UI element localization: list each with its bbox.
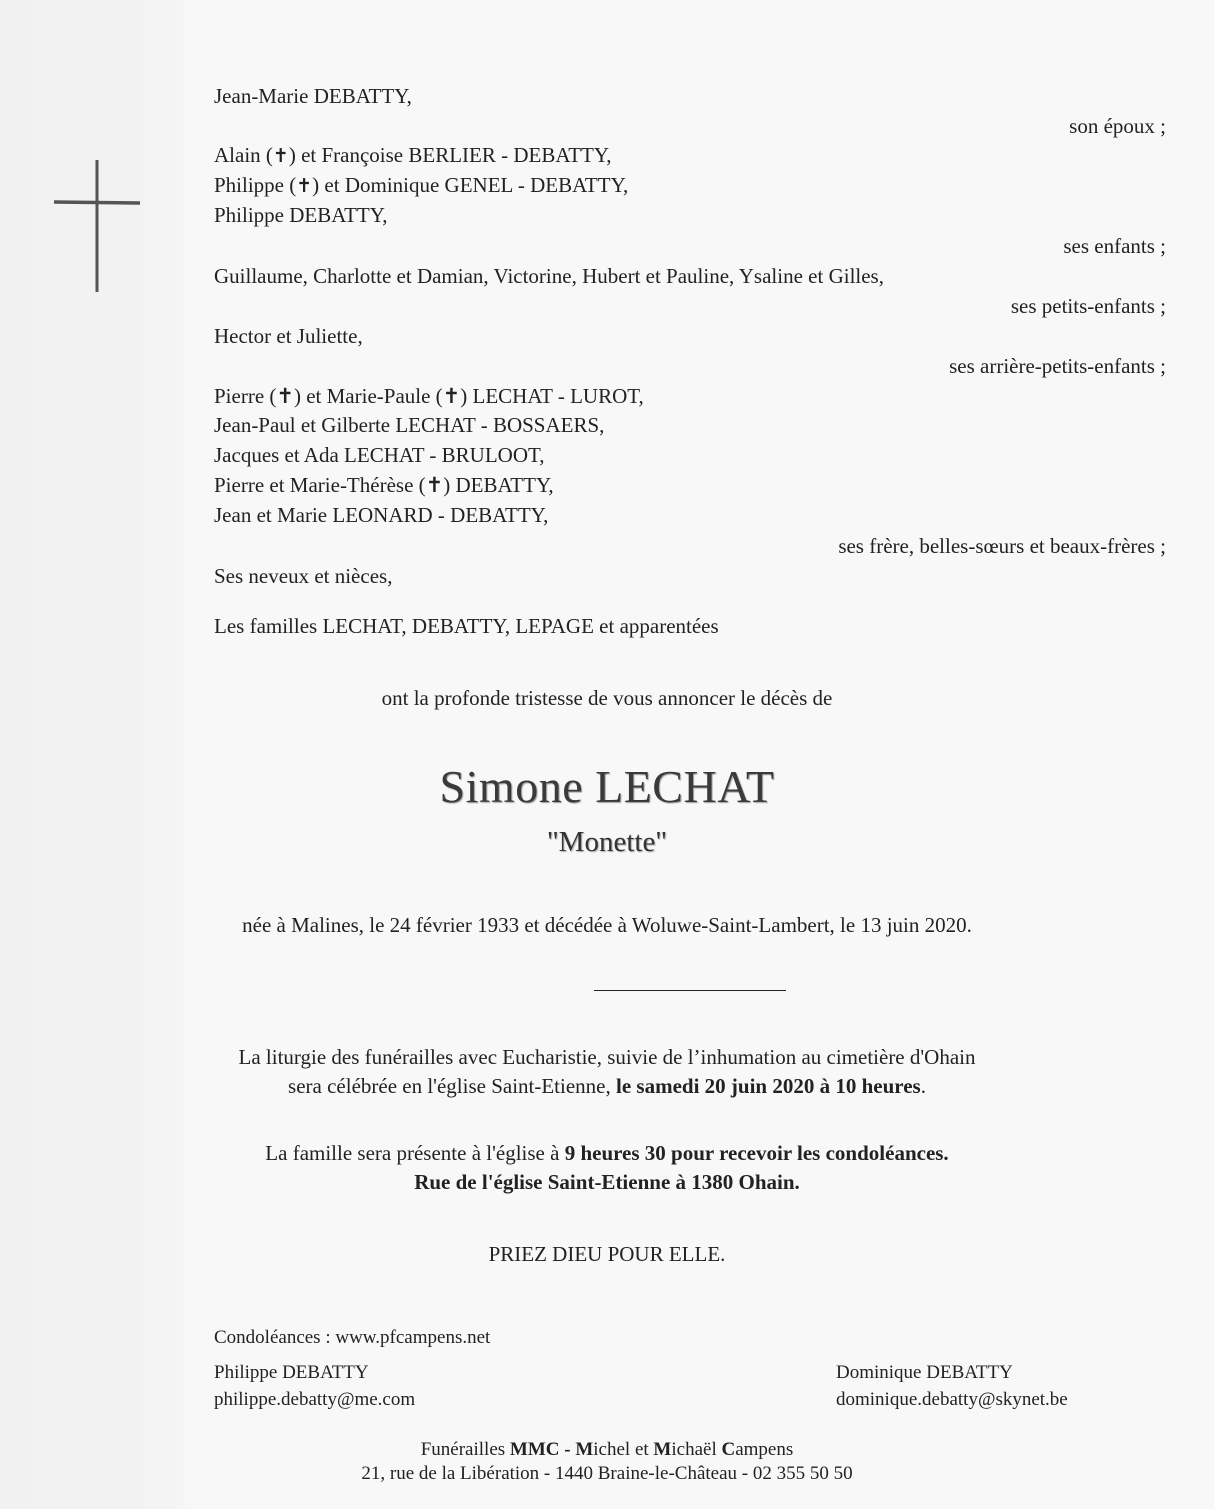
child-line: Philippe (✝) et Dominique GENEL - DEBATTY,: [214, 173, 629, 197]
spouse-name: Jean-Marie DEBATTY,: [214, 84, 412, 108]
grandchildren-relation: ses petits-enfants ;: [1010, 294, 1166, 318]
great-grandchildren-relation: ses arrière-petits-enfants ;: [949, 354, 1166, 378]
child-line: Philippe DEBATTY,: [214, 203, 388, 227]
grandchildren: Guillaume, Charlotte et Damian, Victorine, Hubert et Pauline, Ysaline et Gilles,: [214, 264, 884, 288]
sibling-line: Jacques et Ada LECHAT - BRULOOT,: [214, 443, 545, 467]
condolences-link[interactable]: Condoléances : www.pfcampens.net: [214, 1327, 491, 1348]
children-relation: ses enfants ;: [1063, 234, 1166, 258]
spouse-relation: son époux ;: [1069, 114, 1166, 138]
deceased-name: Simone LECHAT: [439, 761, 775, 812]
deceased-nickname: "Monette": [546, 826, 668, 858]
church-address: Rue de l'église Saint-Etienne à 1380 Ohain.: [414, 1170, 800, 1194]
divider: [594, 990, 786, 991]
prayer: PRIEZ DIEU POUR ELLE.: [488, 1242, 726, 1266]
families: Les familles LECHAT, DEBATTY, LEPAGE et apparentées: [214, 614, 719, 638]
condolences-time: La famille sera présente à l'église à 9 heures 30 pour recevoir les condoléances.: [265, 1141, 949, 1165]
contact-right-email[interactable]: dominique.debatty@skynet.be: [836, 1389, 1068, 1410]
funeral-home-address: 21, rue de la Libération - 1440 Braine-le-Château - 02 355 50 50: [361, 1463, 853, 1484]
nephews-nieces: Ses neveux et nièces,: [214, 564, 393, 588]
cross-icon: [52, 158, 142, 294]
announcement: ont la profonde tristesse de vous annoncer le décès de: [381, 686, 833, 710]
sibling-line: Jean et Marie LEONARD - DEBATTY,: [214, 503, 549, 527]
contact-left-name: Philippe DEBATTY: [214, 1362, 369, 1383]
child-line: Alain (✝) et Françoise BERLIER - DEBATTY,: [214, 143, 612, 167]
birth-death-dates: née à Malines, le 24 février 1933 et décédée à Woluwe-Saint-Lambert, le 13 juin 2020.: [242, 913, 972, 937]
sibling-line: Pierre (✝) et Marie-Paule (✝) LECHAT - LUROT,: [214, 384, 644, 408]
sibling-line: Pierre et Marie-Thérèse (✝) DEBATTY,: [214, 473, 554, 497]
funeral-home-name: Funérailles MMC - Michel et Michaël Campens: [420, 1439, 794, 1460]
sibling-line: Jean-Paul et Gilberte LECHAT - BOSSAERS,: [214, 413, 605, 437]
ceremony-line-1: La liturgie des funérailles avec Eucharistie, suivie de l’inhumation au cimetière d'Ohain: [238, 1045, 976, 1069]
ceremony-line-2: sera célébrée en l'église Saint-Etienne, le samedi 20 juin 2020 à 10 heures.: [288, 1074, 926, 1098]
great-grandchildren: Hector et Juliette,: [214, 324, 363, 348]
contact-right-name: Dominique DEBATTY: [836, 1362, 1013, 1383]
siblings-relation: ses frère, belles-sœurs et beaux-frères ;: [838, 534, 1166, 558]
contact-left-email[interactable]: philippe.debatty@me.com: [214, 1389, 416, 1410]
